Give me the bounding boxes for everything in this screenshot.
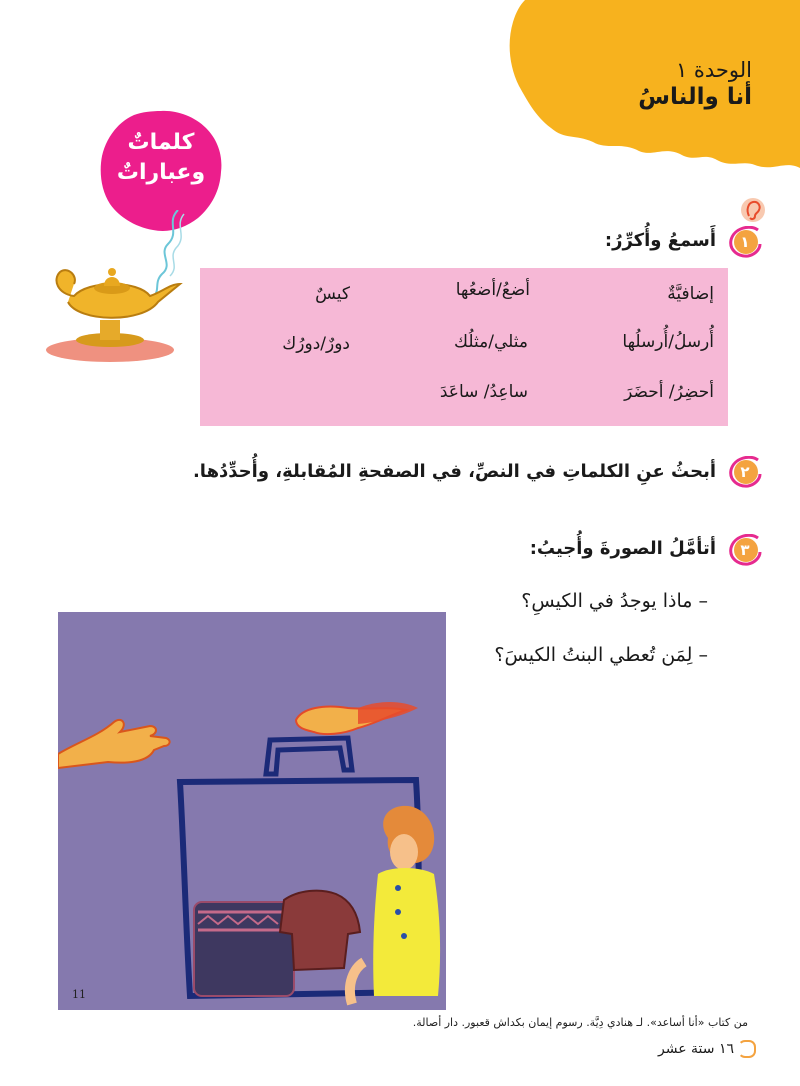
ear-icon <box>740 196 766 224</box>
word-item: ساعِدُ/ ساعَدَ <box>439 382 528 402</box>
section-3-number: ٣ <box>740 541 750 559</box>
section-2-instruction: أبحثُ عنِ الكلماتِ في النصِّ، في الصفحةِ المُقابلةِ، وأُحدِّدُها. <box>192 461 716 482</box>
word-item: أُرسلُ/أُرسلُها <box>622 332 714 352</box>
section-1-instruction: أَسمعُ وأُكرِّرُ: <box>604 230 716 251</box>
word-item: إضافيَّةٌ <box>667 284 714 304</box>
section-3-instruction: أتأمَّلُ الصورةَ وأُجيبُ: <box>529 538 716 559</box>
badge-label: كلماتٌ وعباراتٌ <box>116 130 206 185</box>
word-item: مثلي/مثلُك <box>454 332 528 352</box>
word-item: دورٌ/دورُك <box>282 334 350 354</box>
question-1: – ماذا يوجدُ في الكيسِ؟ <box>521 590 708 612</box>
section-2-number: ٢ <box>740 463 750 481</box>
page-number: ١٦ <box>718 1041 734 1057</box>
page-number-words: ستة عشر <box>658 1041 715 1057</box>
bag-illustration <box>58 612 446 1010</box>
page-number-marker-icon <box>738 1040 756 1058</box>
word-item: أضعُ/أضعُها <box>455 280 530 300</box>
word-list-box <box>200 268 728 426</box>
image-caption: من كتاب «أنا أساعد». لـ هنادي دِيَّة. رسوم إيمان بكداش قعبور. دار أصالة. <box>412 1016 748 1029</box>
word-item: أحضِرُ/ أحضَرَ <box>624 382 714 402</box>
illustration-page-number: 11 <box>72 988 86 1001</box>
unit-title: أنا والناسُ <box>638 84 752 110</box>
unit-heading <box>502 58 752 110</box>
question-2: – لِمَن تُعطي البنتُ الكيسَ؟ <box>494 644 708 666</box>
word-item: كيسٌ <box>315 284 350 304</box>
section-1-number: ١ <box>740 233 750 251</box>
magic-lamp-illustration <box>38 210 208 370</box>
page-footer <box>658 1040 756 1058</box>
unit-number: الوحدة ١ <box>675 58 752 82</box>
